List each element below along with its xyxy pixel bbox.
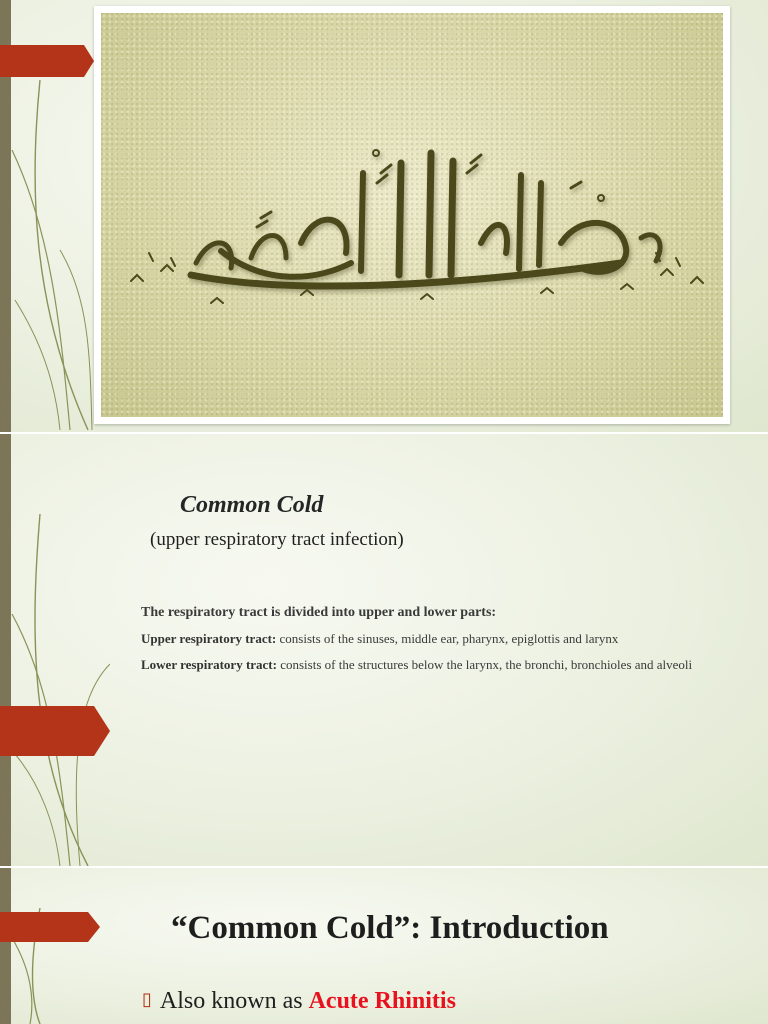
slide-calligraphy [0,0,768,432]
accent-flag [0,912,102,942]
respiratory-tract-heading: The respiratory tract is divided into upper and lower parts: [141,605,497,620]
square-bullet-icon: ▯ [142,989,152,1010]
bismillah-calligraphy-image [101,13,723,417]
bullet-item [142,988,456,1015]
lower-tract-paragraph [141,656,701,673]
bullet-prefix: Also known as [159,988,309,1014]
upper-tract-paragraph [141,630,701,647]
slide-subtitle: (upper respiratory tract infection) [150,529,404,550]
lower-tract-text: consists of the structures below the larynx, the bronchi, bronchioles and alveoli [276,657,693,672]
calligraphy-image-frame [94,6,730,424]
vine-decoration [0,868,110,1024]
slide-title: “Common Cold”: Introduction [171,910,609,946]
lower-tract-label: Lower respiratory tract: [141,657,277,672]
accent-flag [0,45,95,77]
vine-decoration [0,434,110,866]
slide-title: Common Cold [180,492,324,518]
accent-flag [0,706,112,756]
upper-tract-label: Upper respiratory tract: [141,631,277,646]
upper-tract-text: consists of the sinuses, middle ear, pharynx, epiglottis and larynx [276,631,619,646]
bullet-highlight: Acute Rhinitis [308,988,456,1014]
slide-common-cold [0,434,768,866]
slide-introduction [0,868,768,1024]
